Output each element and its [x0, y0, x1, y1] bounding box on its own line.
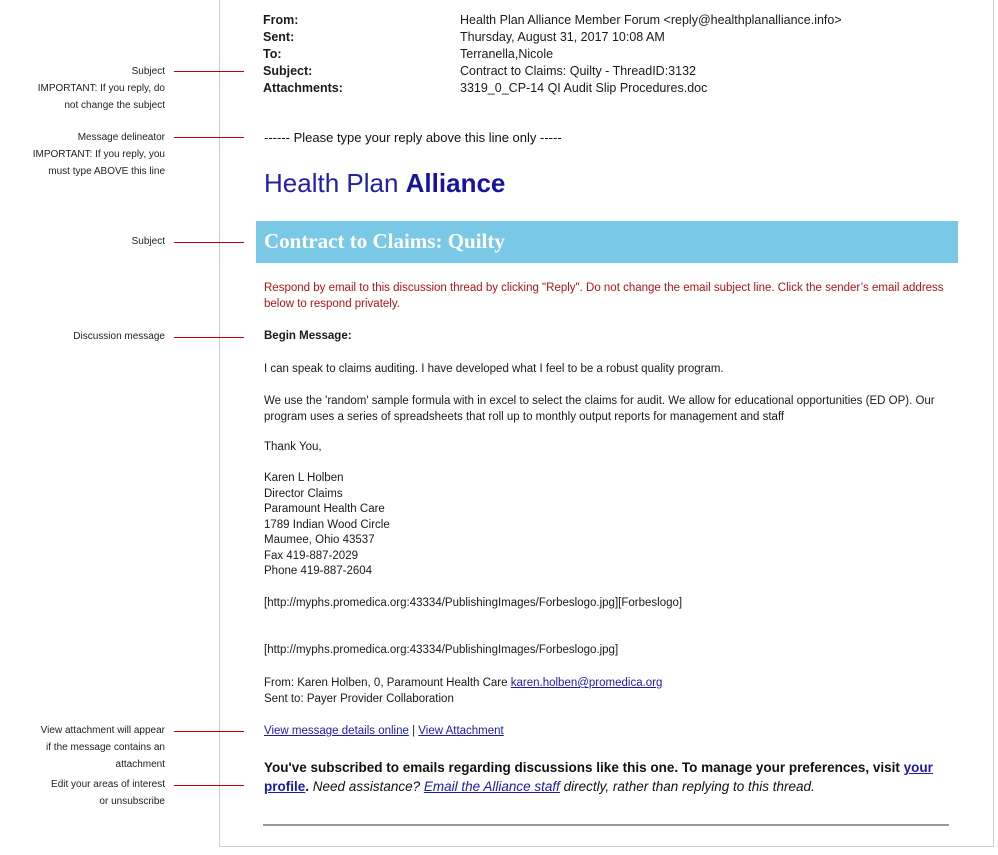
- image-placeholder: [http://myphs.promedica.org:43334/PublishingImages/Forbeslogo.jpg][Forbeslogo]: [264, 597, 683, 609]
- annotation-text: IMPORTANT: If you reply, do: [37, 83, 165, 94]
- from-label: From:: [263, 13, 299, 27]
- annotation-attachment: [41, 722, 165, 773]
- annotation-text: not change the subject: [64, 100, 165, 111]
- annotation-text: attachment: [115, 759, 165, 770]
- annotation-text: if the message contains an: [46, 742, 165, 753]
- annotation-text: View attachment will appear: [40, 725, 165, 736]
- header-sent-row: [263, 29, 842, 46]
- brand-text-part2: Alliance: [405, 168, 506, 198]
- brand-logo: [264, 168, 505, 199]
- from-value: Health Plan Alliance Member Forum <reply@healthplanalliance.info>: [460, 13, 842, 27]
- header-attachments-row: [263, 80, 842, 97]
- begin-message-label: [264, 329, 352, 345]
- subscription-period: .: [305, 779, 313, 794]
- assistance-suffix: directly, rather than replying to this thread.: [559, 779, 815, 794]
- annotation-delineator: [33, 129, 165, 180]
- message-paragraph: I can speak to claims auditing. I have developed what I feel to be a robust quality program.: [264, 363, 724, 375]
- annotation-text: Message delineator: [77, 132, 165, 143]
- footer-divider: [263, 824, 949, 826]
- annotation-subject: [132, 233, 165, 250]
- annotation-text: Edit your areas of interest: [51, 779, 165, 790]
- annotation-pointer: [174, 71, 244, 72]
- email-staff-link[interactable]: Email the Alliance staff: [423, 779, 560, 794]
- header-from-row: [263, 12, 842, 29]
- annotation-pointer: [174, 242, 244, 243]
- email-header: [263, 12, 842, 97]
- annotation-pointer: [174, 731, 244, 732]
- signature-line: 1789 Indian Wood Circle: [264, 518, 390, 531]
- sent-to-line: Sent to: Payer Provider Collaboration: [264, 692, 454, 705]
- annotation-pointer: [174, 137, 244, 138]
- view-details-link[interactable]: View message details online: [264, 725, 409, 737]
- signature-block: [264, 471, 390, 580]
- link-separator: |: [408, 725, 419, 737]
- annotation-pointer: [174, 785, 244, 786]
- annotation-text: or unsubscribe: [99, 796, 165, 807]
- sent-value: Thursday, August 31, 2017 10:08 AM: [460, 30, 665, 44]
- begin-message-text: Begin Message:: [264, 330, 352, 342]
- annotation-text: Subject: [131, 236, 165, 247]
- annotation-text: must type ABOVE this line: [48, 166, 165, 177]
- subscription-notice: [264, 758, 944, 796]
- sender-info: [264, 676, 662, 707]
- sender-line: [264, 676, 662, 692]
- to-label: To:: [263, 47, 282, 61]
- signature-line: Maumee, Ohio 43537: [264, 534, 375, 546]
- subscription-text: You've subscribed to emails regarding discussions like this one. To manage your preferences, visit: [264, 760, 904, 775]
- profile-link[interactable]: your profile: [264, 760, 933, 794]
- message-paragraph: We use the 'random' sample formula with in excel to select the claims for audit. We allow for educational opportunities (ED OP). Our program uses a series of spreadsheets that roll up to monthly output reports for management and staff: [264, 395, 935, 423]
- signature-line: Director Claims: [264, 487, 343, 500]
- signature-line: Phone 419-887-2604: [264, 565, 373, 577]
- attachments-label: Attachments:: [263, 81, 343, 95]
- annotation-text: IMPORTANT: If you reply, you: [32, 149, 165, 160]
- image-placeholder: [http://myphs.promedica.org:43334/PublishingImages/Forbeslogo.jpg]: [264, 644, 619, 656]
- assistance-text: Need assistance?: [312, 779, 424, 794]
- header-to-row: [263, 46, 842, 63]
- header-subject-row: [263, 63, 842, 80]
- signature-line: Paramount Health Care: [264, 503, 385, 515]
- annotation-discussion: [73, 328, 165, 345]
- annotation-interest: [51, 776, 165, 810]
- signature-line: Fax 419-887-2029: [264, 549, 358, 562]
- banner-title: Contract to Claims: Quilty: [264, 229, 505, 253]
- to-value: Terranella,Nicole: [460, 47, 554, 61]
- annotation-pointer: [174, 337, 244, 338]
- attachment-filename[interactable]: 3319_0_CP-14 QI Audit Slip Procedures.doc: [460, 81, 708, 95]
- annotation-text: Discussion message: [73, 331, 165, 342]
- sent-label: Sent:: [263, 30, 295, 44]
- brand-text-part1: Health Plan: [264, 168, 406, 198]
- signature-line: Karen L Holben: [264, 472, 344, 484]
- subject-banner: [256, 221, 958, 263]
- reply-instructions: Respond by email to this discussion thread by clicking "Reply". Do not change the email subject line. Click the sender’s email address below to respond privately.: [264, 282, 944, 310]
- sender-prefix: From: Karen Holben, 0, Paramount Health Care: [264, 677, 511, 689]
- message-thanks: Thank You,: [264, 441, 322, 453]
- sender-email-link[interactable]: karen.holben@promedica.org: [510, 677, 663, 689]
- view-attachment-link[interactable]: View Attachment: [418, 725, 504, 737]
- subject-label: Subject:: [263, 64, 313, 78]
- subject-value: Contract to Claims: Quilty - ThreadID:3132: [460, 64, 696, 78]
- message-links: [264, 724, 504, 740]
- annotation-text: Subject: [131, 66, 165, 77]
- annotation-subject-important: [38, 63, 165, 114]
- reply-delimiter: ------ Please type your reply above this line only -----: [264, 130, 562, 145]
